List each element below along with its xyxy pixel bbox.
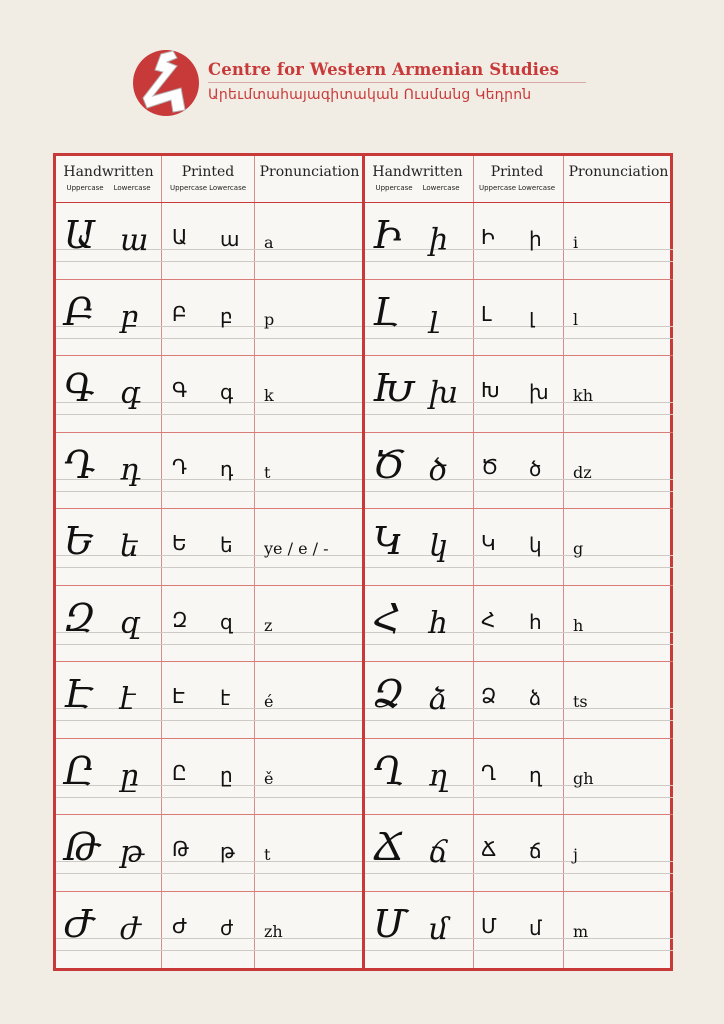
guide-line — [365, 491, 673, 492]
printed-lowercase: ժ — [220, 915, 234, 940]
header-printed — [471, 156, 563, 203]
table-header — [56, 156, 364, 203]
printed-uppercase: Ե — [172, 531, 187, 555]
handwritten-lowercase: ե — [120, 529, 139, 564]
handwritten-uppercase: Կ — [373, 519, 404, 563]
guide-line — [365, 414, 673, 415]
handwritten-uppercase: Լ — [373, 289, 399, 334]
guide-line — [56, 873, 364, 874]
letter-rows — [365, 203, 673, 968]
org-header — [208, 60, 588, 103]
pronunciation: ts — [573, 692, 588, 711]
printed-lowercase: խ — [529, 380, 549, 404]
guide-line — [56, 338, 364, 339]
handwritten-lowercase: լ — [429, 299, 439, 335]
pronunciation: a — [264, 233, 274, 252]
handwritten-lowercase: ի — [429, 223, 449, 258]
printed-uppercase: Ղ — [481, 760, 497, 785]
letter-row — [365, 586, 673, 663]
handwritten-lowercase: ճ — [429, 835, 449, 870]
guide-line — [365, 785, 673, 786]
printed-lowercase: ղ — [529, 762, 542, 787]
letter-row — [56, 739, 364, 816]
header-lowercase: Lowercase — [113, 184, 151, 192]
pronunciation: l — [573, 309, 579, 329]
handwritten-uppercase: Ժ — [64, 901, 96, 946]
handwritten-uppercase: Խ — [373, 366, 415, 410]
header-handwritten — [56, 156, 161, 203]
pronunciation: dz — [573, 462, 592, 482]
printed-lowercase: բ — [220, 303, 233, 328]
guide-line — [56, 402, 364, 403]
handwritten-uppercase: Դ — [64, 442, 96, 487]
guide-line — [56, 261, 364, 262]
guide-line — [365, 861, 673, 862]
header-title: Printed — [490, 164, 544, 180]
handwritten-uppercase: Ղ — [373, 748, 405, 793]
org-name-armenian: Արեւմտահայագիտական Ուսմանց Կեդրոն — [208, 87, 532, 103]
printed-lowercase: կ — [529, 533, 542, 557]
pronunciation: ě — [264, 768, 274, 788]
header-uppercase: Uppercase — [66, 184, 104, 192]
printed-lowercase: ի — [529, 227, 542, 251]
header-uppercase: Uppercase — [375, 184, 413, 192]
printed-uppercase: Հ — [481, 607, 496, 632]
handwritten-lowercase: զ — [120, 605, 141, 641]
handwritten-uppercase: Հ — [373, 595, 401, 640]
guide-line — [56, 720, 364, 721]
pronunciation: zh — [264, 921, 283, 941]
org-divider — [208, 82, 586, 83]
pronunciation: p — [264, 309, 275, 329]
guide-line — [365, 873, 673, 874]
guide-line — [365, 644, 673, 645]
pronunciation: gh — [573, 768, 594, 788]
guide-line — [365, 326, 673, 327]
handwritten-uppercase: Ճ — [373, 825, 405, 869]
table-right-half — [365, 156, 673, 968]
handwritten-lowercase: մ — [429, 911, 449, 947]
printed-uppercase: Զ — [172, 607, 188, 632]
printed-uppercase: Խ — [481, 378, 500, 402]
handwritten-uppercase: Բ — [64, 289, 95, 334]
letter-row — [365, 662, 673, 739]
guide-line — [56, 491, 364, 492]
printed-uppercase: Ը — [172, 760, 187, 785]
alphabet-table — [53, 153, 673, 971]
pronunciation: kh — [573, 386, 593, 405]
guide-line — [365, 555, 673, 556]
printed-uppercase: Ծ — [481, 454, 499, 479]
printed-uppercase: Կ — [481, 531, 496, 555]
letter-row — [365, 356, 673, 433]
header-lowercase: Lowercase — [209, 184, 247, 192]
guide-line — [56, 632, 364, 633]
guide-line — [56, 797, 364, 798]
table-left-half — [56, 156, 364, 968]
printed-lowercase: ճ — [529, 839, 542, 863]
guide-line — [365, 632, 673, 633]
letter-row — [56, 815, 364, 892]
header-title: Pronunciation — [568, 164, 669, 180]
pronunciation: t — [264, 845, 271, 864]
guide-line — [56, 644, 364, 645]
header-title: Pronunciation — [259, 164, 360, 180]
printed-lowercase: ծ — [529, 456, 542, 481]
guide-line — [365, 261, 673, 262]
letter-row — [56, 203, 364, 280]
guide-line — [56, 708, 364, 709]
header-title: Handwritten — [372, 164, 463, 180]
handwritten-uppercase: Գ — [64, 366, 95, 410]
handwritten-uppercase: Զ — [64, 595, 96, 640]
pronunciation: h — [573, 615, 584, 635]
handwritten-uppercase: Ա — [64, 213, 95, 257]
pronunciation: g — [573, 539, 584, 558]
header-pronunciation — [255, 156, 364, 203]
letter-row — [56, 509, 364, 586]
pronunciation: z — [264, 615, 273, 635]
org-logo-icon — [133, 50, 199, 116]
letter-row — [56, 356, 364, 433]
handwritten-uppercase: Ե — [64, 519, 95, 563]
printed-uppercase: Գ — [172, 378, 188, 402]
pronunciation: i — [573, 233, 579, 252]
header-subtitles — [365, 184, 470, 192]
letter-row — [56, 586, 364, 663]
letter-row — [365, 433, 673, 510]
guide-line — [56, 326, 364, 327]
letter-row — [365, 203, 673, 280]
header-title: Printed — [181, 164, 235, 180]
guide-line — [365, 950, 673, 951]
header-lowercase: Lowercase — [422, 184, 460, 192]
printed-lowercase: գ — [220, 380, 234, 404]
handwritten-uppercase: Ը — [64, 748, 95, 793]
guide-line — [365, 567, 673, 568]
pronunciation: j — [573, 845, 578, 864]
pronunciation: é — [264, 692, 274, 711]
printed-uppercase: Ա — [172, 225, 188, 249]
letter-row — [365, 509, 673, 586]
header-uppercase: Uppercase — [169, 184, 208, 192]
printed-lowercase: ը — [220, 762, 233, 787]
handwritten-uppercase: Ծ — [373, 442, 406, 487]
pronunciation: ye / e / - — [264, 539, 329, 558]
handwritten-lowercase: ա — [120, 223, 149, 258]
printed-lowercase: է — [220, 686, 231, 710]
printed-uppercase: Ձ — [481, 684, 497, 708]
letter-row — [56, 433, 364, 510]
printed-uppercase: Մ — [481, 913, 497, 938]
letter-row — [56, 662, 364, 739]
printed-lowercase: ձ — [529, 686, 542, 710]
header-title: Handwritten — [63, 164, 154, 180]
guide-line — [365, 338, 673, 339]
handwritten-lowercase: ծ — [429, 452, 448, 488]
guide-line — [365, 938, 673, 939]
guide-line — [56, 249, 364, 250]
guide-line — [56, 479, 364, 480]
letter-row — [56, 280, 364, 357]
guide-line — [365, 708, 673, 709]
printed-uppercase: Թ — [172, 837, 190, 861]
handwritten-lowercase: թ — [120, 835, 144, 870]
handwritten-lowercase: ժ — [120, 911, 141, 947]
printed-uppercase: Է — [172, 684, 185, 708]
handwritten-lowercase: կ — [429, 529, 448, 564]
header-subtitles — [56, 184, 161, 192]
header-subtitles — [471, 184, 563, 192]
header-uppercase: Uppercase — [478, 184, 517, 192]
guide-line — [56, 567, 364, 568]
printed-uppercase: Ճ — [481, 837, 497, 861]
guide-line — [56, 785, 364, 786]
printed-lowercase: զ — [220, 609, 233, 634]
letter-row — [56, 892, 364, 969]
handwritten-uppercase: Մ — [373, 901, 408, 946]
handwritten-lowercase: է — [120, 682, 136, 717]
guide-line — [365, 797, 673, 798]
printed-lowercase: դ — [220, 456, 234, 481]
letter-row — [365, 280, 673, 357]
guide-line — [365, 249, 673, 250]
printed-lowercase: լ — [529, 303, 535, 328]
pronunciation: t — [264, 462, 271, 482]
printed-lowercase: մ — [529, 915, 542, 940]
printed-uppercase: Լ — [481, 301, 492, 326]
guide-line — [56, 938, 364, 939]
handwritten-lowercase: դ — [120, 452, 141, 488]
header-lowercase: Lowercase — [518, 184, 556, 192]
handwritten-uppercase: Ի — [373, 213, 403, 257]
printed-lowercase: թ — [220, 839, 235, 863]
printed-uppercase: Դ — [172, 454, 188, 479]
guide-line — [56, 950, 364, 951]
handwritten-lowercase: գ — [120, 376, 141, 411]
printed-uppercase: Բ — [172, 301, 187, 326]
letter-row — [365, 892, 673, 969]
table-header — [365, 156, 673, 203]
handwritten-uppercase: Ձ — [373, 672, 404, 716]
org-name-english: Centre for Western Armenian Studies — [208, 60, 560, 79]
handwritten-uppercase: Թ — [64, 825, 101, 869]
handwritten-uppercase: Է — [64, 672, 93, 716]
printed-lowercase: ե — [220, 533, 233, 557]
handwritten-lowercase: ղ — [429, 758, 449, 794]
letter-rows — [56, 203, 364, 968]
handwritten-lowercase: հ — [429, 605, 449, 641]
header-printed — [162, 156, 254, 203]
guide-line — [365, 479, 673, 480]
guide-line — [365, 720, 673, 721]
guide-line — [56, 861, 364, 862]
header-handwritten — [365, 156, 470, 203]
header-subtitles — [162, 184, 254, 192]
letter-row — [365, 739, 673, 816]
printed-lowercase: ա — [220, 227, 240, 251]
printed-lowercase: հ — [529, 609, 542, 634]
handwritten-lowercase: բ — [120, 299, 139, 335]
pronunciation: m — [573, 921, 589, 941]
letter-row — [365, 815, 673, 892]
header-pronunciation — [564, 156, 673, 203]
handwritten-lowercase: ը — [120, 758, 140, 794]
printed-uppercase: Ժ — [172, 913, 188, 938]
guide-line — [56, 414, 364, 415]
printed-uppercase: Ի — [481, 225, 495, 249]
handwritten-lowercase: խ — [429, 376, 459, 411]
handwritten-lowercase: ձ — [429, 682, 448, 717]
pronunciation: k — [264, 386, 274, 405]
